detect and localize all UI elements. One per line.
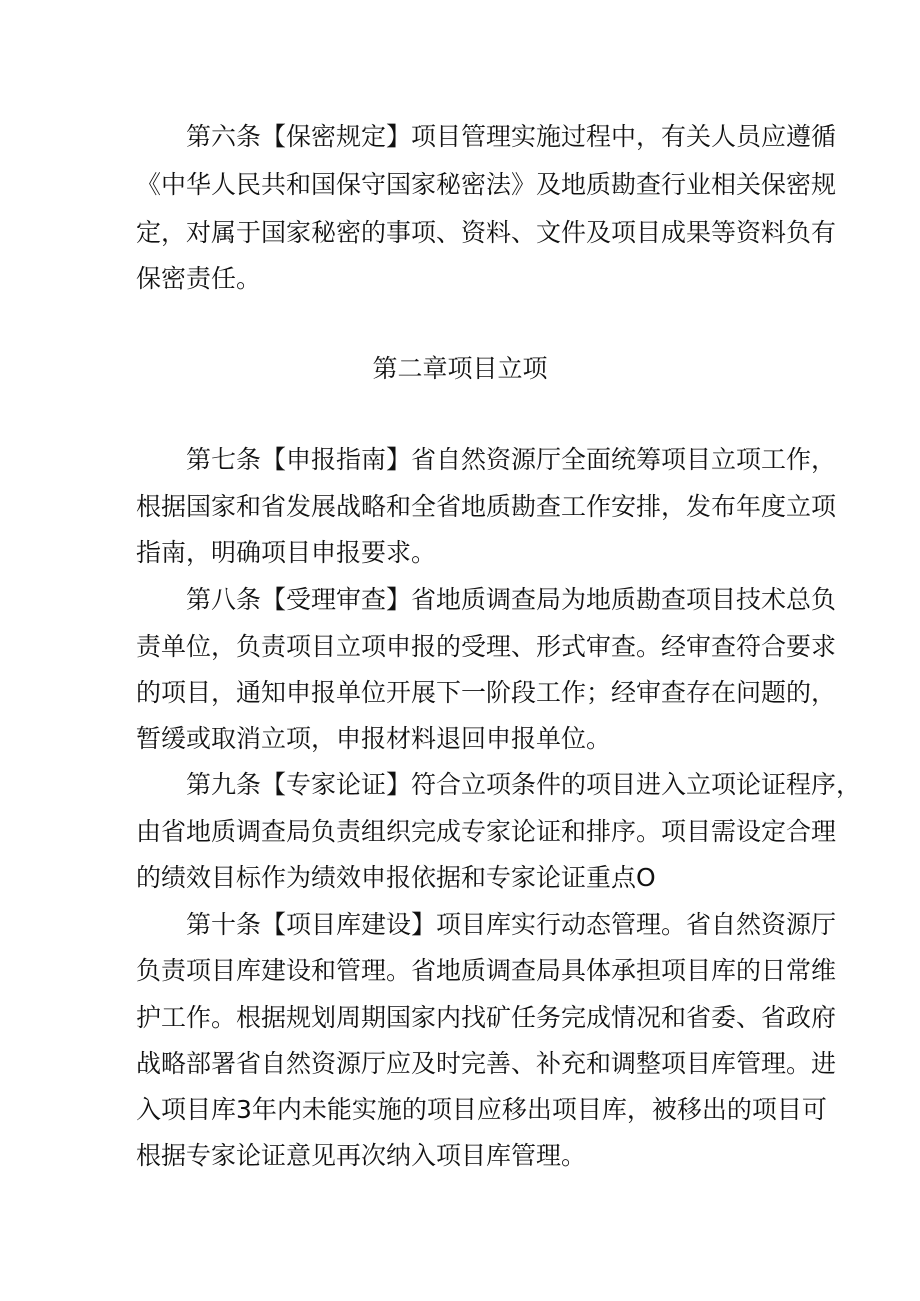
article-7-line: 根据国家和省发展战略和全省地质勘查工作安排，发布年度立项 — [136, 492, 837, 521]
article-10-line: 战略部署省自然资源厅应及时完善、补充和调整项目库管理。进 — [136, 1049, 837, 1078]
article-10-line: 负责项目库建设和管理。省地质调查局具体承担项目库的日常维 — [136, 956, 837, 985]
article-9-line: 第九条【专家论证】符合立项条件的项目进入立项论证程序， — [186, 770, 862, 799]
article-8-line: 暂缓或取消立项，申报材料退回申报单位。 — [136, 724, 612, 753]
article-9-line: 的绩效目标作为绩效申报依据和专家论证重点O — [136, 863, 656, 892]
chapter-heading: 第二章项目立项 — [372, 354, 548, 383]
article-7-line: 指南，明确项目申报要求。 — [136, 538, 437, 567]
article-10-line: 护工作。根据规划周期国家内找矿任务完成情况和省委、省政府 — [136, 1003, 837, 1032]
article-6-line: 《中华人民共和国保守国家秘密法》及地质勘查行业相关保密规 — [136, 170, 837, 199]
article-6-line: 第六条【保密规定】项目管理实施过程中，有关人员应遵循 — [186, 122, 837, 151]
article-8-line: 第八条【受理审查】省地质调查局为地质勘查项目技术总负 — [186, 585, 837, 614]
article-8-line: 责单位，负责项目立项申报的受理、形式审查。经审查符合要求 — [136, 632, 837, 661]
article-7-line: 第七条【申报指南】省自然资源厅全面统筹项目立项工作， — [186, 445, 837, 474]
article-10-line: 根据专家论证意见再次纳入项目库管理。 — [136, 1141, 587, 1170]
article-6-line: 定，对属于国家秘密的事项、资料、文件及项目成果等资料负有 — [136, 218, 837, 247]
article-10-line: 入项目库3年内未能实施的项目应移出项目库，被移出的项目可 — [136, 1095, 827, 1124]
article-9-line: 由省地质调查局负责组织完成专家论证和排序。项目需设定合理 — [136, 817, 837, 846]
article-8-line: 的项目，通知申报单位开展下一阶段工作；经审查存在问题的， — [136, 678, 837, 707]
article-6-line: 保密责任。 — [136, 264, 262, 293]
article-10-line: 第十条【项目库建设】项目库实行动态管理。省自然资源厅 — [186, 910, 837, 939]
